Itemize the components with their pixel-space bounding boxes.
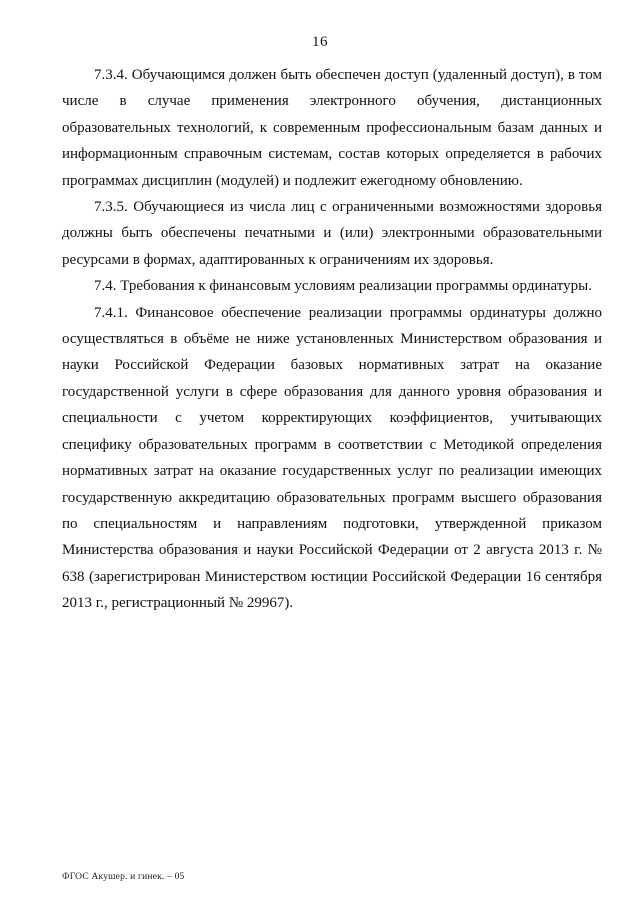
page-number: 16: [312, 34, 328, 50]
paragraph-7-3-5: 7.3.5. Обучающиеся из числа лиц с ограниченными возможностями здоровья должны быть обеспечены печатными и (или) электронными образовательными ресурсами в формах, адаптированных к ограничениям их здоровья.: [62, 199, 602, 268]
paragraph-7-4: 7.4. Требования к финансовым условиям реализации программы ординатуры.: [94, 278, 592, 295]
document-body: [62, 62, 602, 617]
page-footer: ФГОС Акушер. и гинек. – 05: [62, 872, 185, 882]
paragraph-7-3-4: 7.3.4. Обучающимся должен быть обеспечен доступ (удаленный доступ), в том числе в случае применения электронного обучения, дистанционных образовательных технологий, к современным профессиональным базам данных и информационным справочным системам, состав которых определяется в рабочих программах дисциплин (модулей) и подлежит ежегодному обновлению.: [62, 67, 602, 189]
paragraph-7-4-1: 7.4.1. Финансовое обеспечение реализации программы ординатуры должно осуществляться в объёме не ниже установленных Министерством образования и науки Российской Федерации базовых нормативных затрат на оказание государственной услуги в сфере образования для данного уровня образования и специальности с учетом корректирующих коэффициентов, учитывающих специфику образовательных программ в соответствии с Методикой определения нормативных затрат на оказание государственных услуг по реализации имеющих государственную аккредитацию образовательных программ высшего образования по специальностям и направлениям подготовки, утвержденной приказом Министерства образования и науки Российской Федерации от 2 августа 2013 г. № 638 (зарегистрирован Министерством юстиции Российской Федерации 16 сентября 2013 г., регистрационный № 29967).: [62, 304, 602, 612]
